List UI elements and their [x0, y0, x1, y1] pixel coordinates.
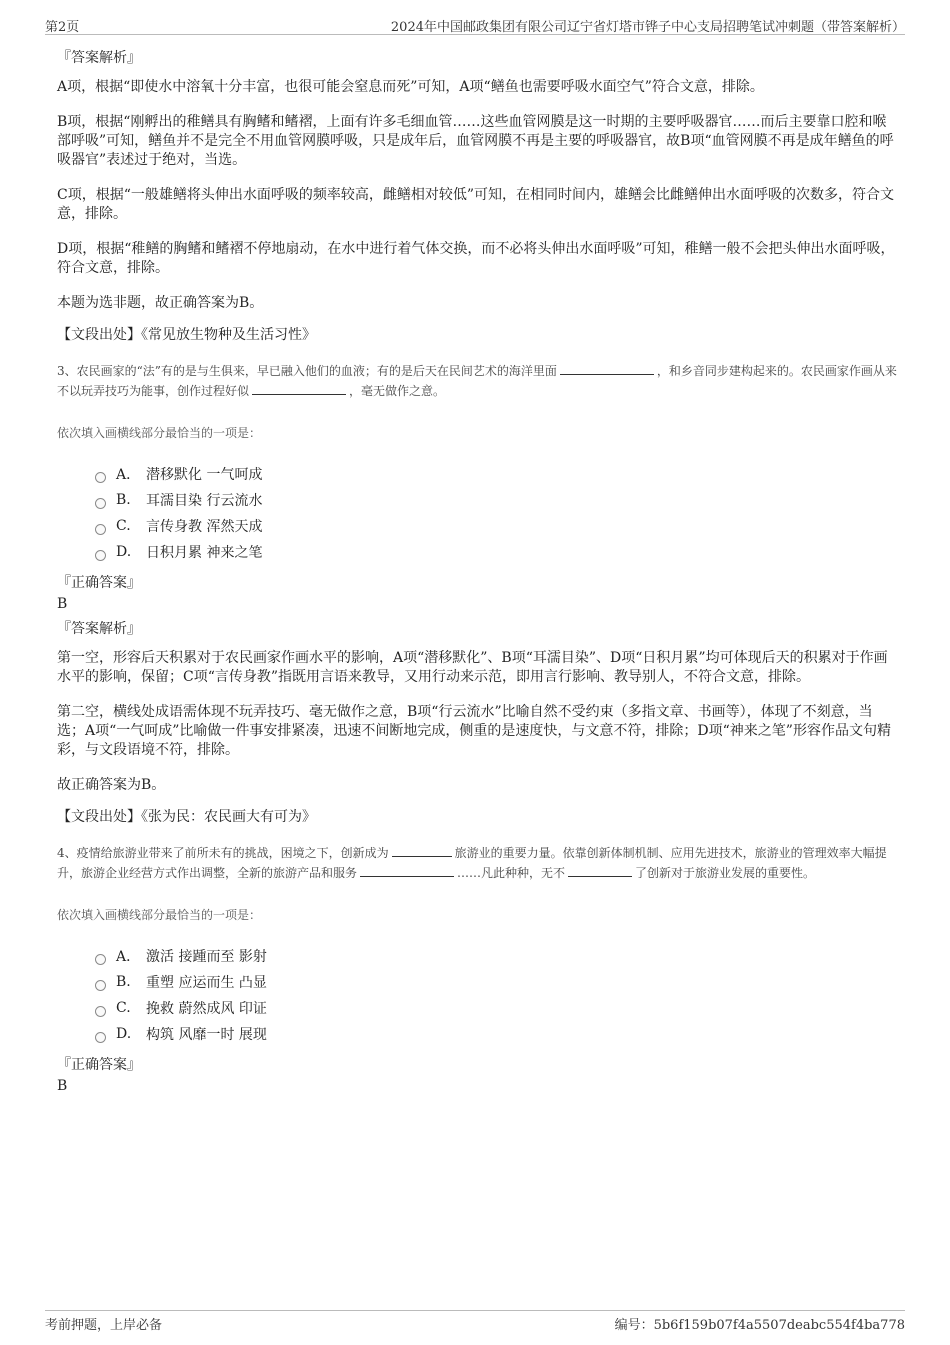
page-header: [45, 14, 905, 35]
blank-2: [360, 864, 454, 877]
analysis-paragraph: C项，根据“一般雄鳝将头伸出水面呼吸的频率较高，雌鳝相对较低”可知，在相同时间内，雄鳝会比雌鳝伸出水面呼吸的次数多，符合文意，排除。: [57, 187, 895, 222]
question-4-options: [95, 943, 897, 1047]
option-d[interactable]: D. 日积月累 神来之笔: [95, 539, 897, 565]
question-prompt: 依次填入画横线部分最恰当的一项是：: [57, 426, 262, 440]
analysis-paragraph: D项，根据“稚鳝的胸鳍和鳍褶不停地扇动，在水中进行着气体交换，而不必将头伸出水面呼吸”可知，稚鳝一般不会把头伸出水面呼吸，符合文意，排除。: [57, 241, 895, 276]
option-b[interactable]: B. 耳濡目染 行云流水: [95, 487, 897, 513]
correct-answer-label: 『正确答案』: [57, 1057, 141, 1073]
radio-icon[interactable]: [95, 498, 106, 509]
radio-icon[interactable]: [95, 524, 106, 535]
radio-icon[interactable]: [95, 954, 106, 965]
blank-3: [568, 864, 632, 877]
passage-source: 【文段出处】《常见放生物种及生活习性》: [57, 327, 316, 343]
analysis-paragraph: 第一空，形容后天积累对于农民画家作画水平的影响，A项“潜移默化”、B项“耳濡目染”、D项“日积月累”均可体现后天的积累对于作画水平的影响，保留；C项“言传身教”指既用言语来教导，又用行动来示范，即用言行影响、教导别人，不符合文意，排除。: [57, 650, 888, 685]
analysis-paragraph: B项，根据“刚孵出的稚鳝具有胸鳍和鳍褶，上面有许多毛细血管……这些血管网膜是这一时期的主要呼吸器官……而后主要靠口腔和喉部呼吸”可知，鳝鱼并不是完全不用血管网膜呼吸，只是成年后，血管网膜不再是主要的呼吸器官，故B项“血管网膜不再是成年鳝鱼的呼吸器官”表述过于绝对，当选。: [57, 114, 894, 168]
analysis-conclusion: 本题为选非题，故正确答案为B。: [57, 295, 264, 311]
blank-1: [560, 362, 654, 375]
option-b[interactable]: B. 重塑 应运而生 凸显: [95, 969, 897, 995]
answer-analysis-label: 『答案解析』: [57, 621, 141, 637]
analysis-paragraph: 第二空，横线处成语需体现不玩弄技巧、毫无做作之意，B项“行云流水”比喻自然不受约束（多指文章、书画等），体现了不刻意，当选；A项“一气呵成”比喻做一件事安排紧凑，迅速不间断地完成，侧重的是速度快，与文意不符，排除；D项“神来之笔”形容作品文句精彩，与文段语境不符，排除。: [57, 704, 891, 758]
radio-icon[interactable]: [95, 550, 106, 561]
option-d[interactable]: D. 构筑 风靡一时 展现: [95, 1021, 897, 1047]
option-c[interactable]: C. 言传身教 浑然天成: [95, 513, 897, 539]
footer-serial: 编号：5b6f159b07f4a5507deabc554f4ba778: [614, 1318, 905, 1333]
page-content: [57, 46, 897, 1101]
correct-answer: B: [57, 596, 68, 612]
passage-source: 【文段出处】《张为民：农民画大有可为》: [57, 809, 316, 825]
page-footer: [45, 1310, 905, 1334]
correct-answer: B: [57, 1078, 68, 1094]
answer-analysis-label: 『答案解析』: [57, 50, 141, 66]
analysis-conclusion: 故正确答案为B。: [57, 777, 166, 793]
option-a[interactable]: A． 激活 接踵而至 影射: [95, 943, 897, 969]
correct-answer-label: 『正确答案』: [57, 575, 141, 591]
radio-icon[interactable]: [95, 1032, 106, 1043]
page-number: 第2页: [45, 20, 80, 35]
option-c[interactable]: C. 挽救 蔚然成风 印证: [95, 995, 897, 1021]
option-a[interactable]: A． 潜移默化 一气呵成: [95, 461, 897, 487]
radio-icon[interactable]: [95, 472, 106, 483]
question-4-stem: 4、疫情给旅游业带来了前所未有的挑战，困境之下，创新成为 旅游业的重要力量。依靠创新体制机制、应用先进技术，旅游业的管理效率大幅提升，旅游企业经营方式作出调整，全新的旅游产品和服务 ……凡此种种，无不 了创新对于旅游业发展的重要性。: [57, 846, 887, 880]
question-prompt: 依次填入画横线部分最恰当的一项是：: [57, 908, 262, 922]
footer-slogan: 考前押题，上岸必备: [45, 1318, 163, 1333]
blank-2: [252, 382, 346, 395]
blank-1: [392, 844, 452, 857]
question-3-stem: 3、农民画家的“法”有的是与生俱来，早已融入他们的血液；有的是后天在民间艺术的海洋里面 ，和乡音同步建构起来的。农民画家作画从来不以玩弄技巧为能事，创作过程好似 ，毫无做作之意。: [57, 364, 897, 398]
analysis-paragraph: A项，根据“即使水中溶氧十分丰富，也很可能会窒息而死”可知，A项“鳝鱼也需要呼吸水面空气”符合文意，排除。: [57, 79, 764, 95]
radio-icon[interactable]: [95, 980, 106, 991]
document-title: 2024年中国邮政集团有限公司辽宁省灯塔市铧子中心支局招聘笔试冲刺题（带答案解析）: [390, 20, 905, 35]
question-3-options: [95, 461, 897, 565]
radio-icon[interactable]: [95, 1006, 106, 1017]
